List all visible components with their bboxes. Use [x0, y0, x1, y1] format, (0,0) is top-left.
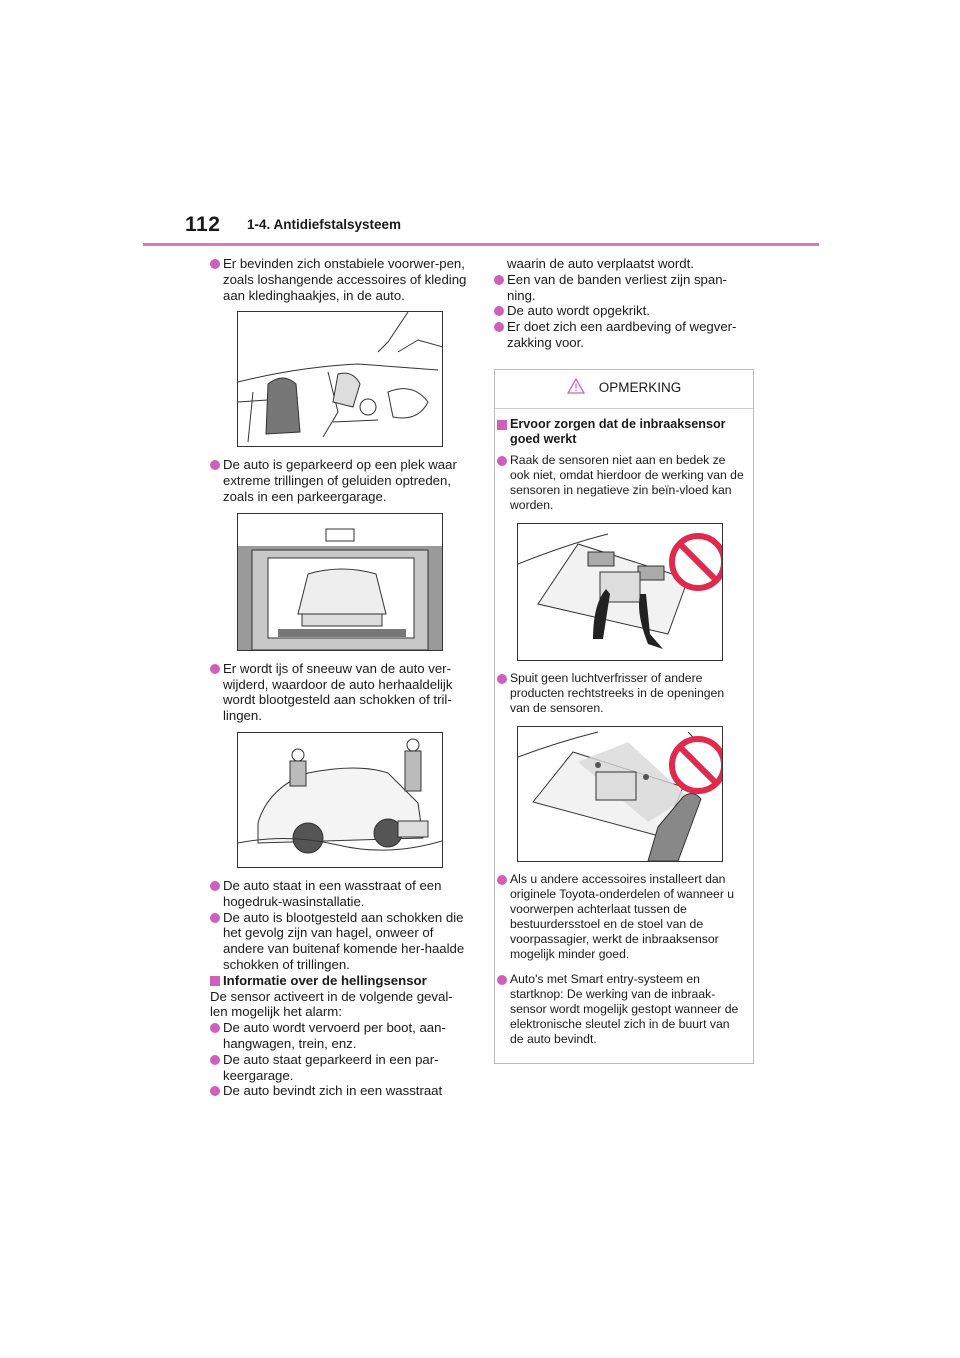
- list-item: [494, 319, 752, 351]
- continuation-text: waarin de auto verplaatst wordt.: [507, 256, 694, 271]
- bullet-icon: [210, 1023, 220, 1033]
- bullet-icon: [210, 259, 220, 269]
- list-item: [210, 1020, 468, 1052]
- bullet-text: Er wordt ijs of sneeuw van de auto ver-wijderd, waardoor de auto herhaaldelijk wordt blootgesteld aan schokken of tril-lingen.: [223, 660, 453, 724]
- list-item: [210, 1052, 468, 1084]
- square-bullet-icon: [497, 420, 507, 430]
- bullet-icon: [497, 456, 507, 466]
- bullet-text: De auto wordt vervoerd per boot, aan-hangwagen, trein, enz.: [223, 1020, 446, 1051]
- list-item: [210, 910, 468, 973]
- note-header: [495, 370, 753, 409]
- warning-triangle-icon: [567, 378, 585, 398]
- bullet-text: De auto staat in een wasstraat of een hogedruk-wasinstallatie.: [223, 877, 442, 909]
- illustration-car-interior: [237, 311, 443, 447]
- bullet-icon: [497, 674, 507, 684]
- bullet-text: Auto's met Smart entry-systeem en startknop: De werking van de inbraak-sensor wordt mogelijk gestopt wanneer de elektronische sleutel zich in de buurt van de auto bevindt.: [510, 971, 739, 1046]
- sensor-spray-drawing: [518, 727, 722, 861]
- bullet-icon: [497, 875, 507, 885]
- bullet-text: De auto is geparkeerd op een plek waar extreme trillingen of geluiden optreden, zoals in een parkeergarage.: [223, 457, 457, 504]
- bullet-text: De auto bevindt zich in een wasstraat: [223, 1083, 443, 1099]
- bullet-icon: [210, 460, 220, 470]
- bullet-text: Een van de banden verliest zijn span-ning.: [507, 271, 727, 303]
- illustration-sensor-touch: [517, 523, 723, 661]
- illustration-sensor-spray: [517, 726, 723, 862]
- page-number: 112: [185, 213, 221, 236]
- bullet-text: De auto staat geparkeerd in een par-keergarage.: [223, 1051, 439, 1083]
- list-item: [210, 457, 468, 504]
- list-item: [497, 872, 745, 962]
- bullet-icon: [497, 975, 507, 985]
- list-item: [497, 453, 745, 513]
- list-item: [210, 1083, 468, 1099]
- note-title: OPMERKING: [598, 379, 682, 395]
- note-subheading: [497, 417, 745, 447]
- bullet-icon: [494, 322, 504, 332]
- header-divider: [143, 243, 819, 246]
- bullet-text: Raak de sensoren niet aan en bedek ze ook niet, omdat hierdoor de werking van de sensoren in negatieve zin beïn-vloed kan worden.: [510, 452, 744, 512]
- bullet-text: De auto wordt opgekrikt.: [507, 303, 650, 319]
- bullet-text: Als u andere accessoires installeert dan originele Toyota-onderdelen of wanneer u voorwerpen achterlaat tussen de bestuurdersstoel en de stoel van de voorpassagier, werkt de inbraaksensor mogelijk minder goed.: [510, 871, 735, 961]
- bullet-icon: [494, 306, 504, 316]
- note-subheading-text: Ervoor zorgen dat de inbraaksensor goed werkt: [510, 416, 726, 446]
- illustration-parking-garage: [237, 513, 443, 651]
- list-item: [210, 256, 468, 303]
- paragraph: De sensor activeert in de volgende geval-len mogelijk het alarm:: [210, 988, 453, 1020]
- list-item: [497, 671, 745, 716]
- bullet-icon: [210, 664, 220, 674]
- subheading: [210, 973, 468, 989]
- bullet-icon: [210, 1055, 220, 1065]
- sensor-touch-drawing: [518, 524, 722, 660]
- bullet-icon: [210, 881, 220, 891]
- bullet-icon: [210, 913, 220, 923]
- list-item: [210, 661, 468, 724]
- car-interior-drawing: [238, 312, 442, 446]
- left-column: [210, 256, 468, 1099]
- bullet-text: Er doet zich een aardbeving of wegver-zakking voor.: [507, 319, 737, 350]
- note-body: [495, 417, 753, 1047]
- bullet-text: Er bevinden zich onstabiele voorwer-pen, zoals loshangende accessoires of kleding aan kledinghaakjes, in de auto.: [223, 256, 467, 303]
- list-item: [497, 972, 745, 1047]
- subheading-text: Informatie over de hellingsensor: [223, 972, 427, 988]
- note-box: [494, 369, 754, 1064]
- bullet-icon: [210, 1086, 220, 1096]
- list-item: [494, 303, 752, 319]
- bullet-text: Spuit geen luchtverfrisser of andere producten rechtstreeks in de openingen van de sensoren.: [510, 670, 725, 715]
- right-column: [494, 256, 752, 1064]
- section-title: 1-4. Antidiefstalsysteem: [247, 217, 402, 232]
- parking-garage-drawing: [238, 514, 442, 650]
- bullet-text: De auto is blootgesteld aan schokken die het gevolg zijn van hagel, onweer of andere van buitenaf komende her-haalde schokken of trillingen.: [223, 909, 465, 972]
- snow-removal-drawing: [238, 733, 442, 867]
- bullet-icon: [494, 275, 504, 285]
- square-bullet-icon: [210, 976, 220, 986]
- list-item: [494, 272, 752, 304]
- illustration-snow-removal: [237, 732, 443, 868]
- list-item: [210, 878, 468, 910]
